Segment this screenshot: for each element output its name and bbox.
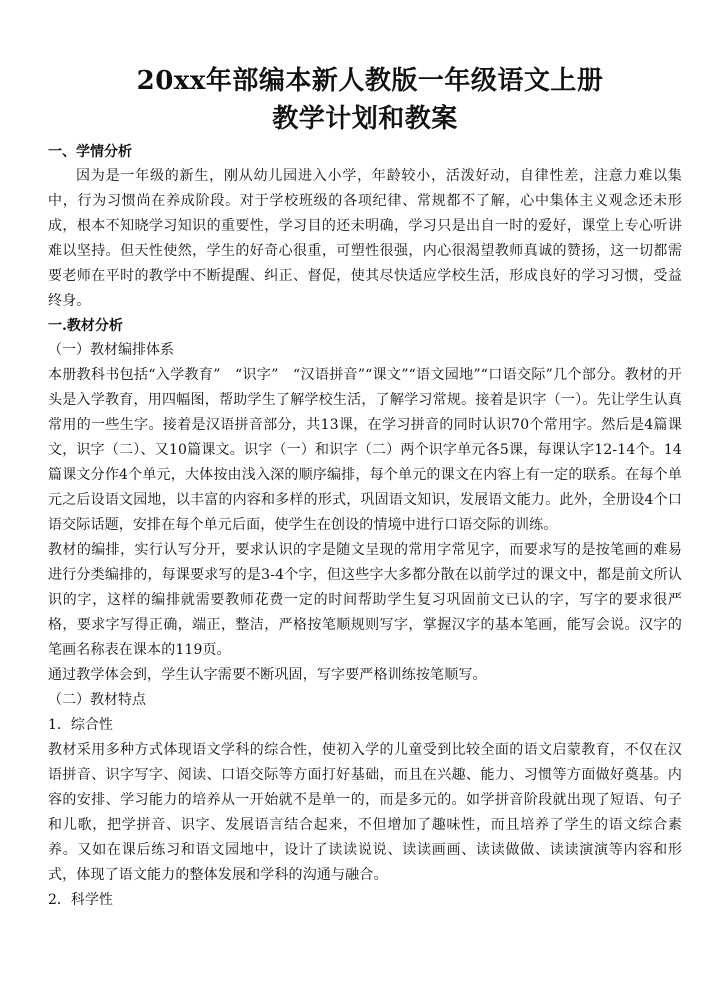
paragraph-learner-analysis: 因为是一年级的新生，刚从幼儿园进入小学，年龄较小，活泼好动，自律性差，注意力难以集中，行为习惯尚在养成阶段。对于学校班级的各项纪律、常规都不了解，心中集体主义观念还未形成，根本不知晓学习知识的重要性，学习目的还未明确，学习只是出自一时的爱好，课堂上专心听讲难以坚持。但天性使然，学生的好奇心很重，可塑性很强，内心很渴望教师真诚的赞扬，这一切都需要老师在平时的教学中不断提醒、纠正、督促，使其尽快适应学校生活，形成良好的学习习惯，受益终身。 (48, 168, 682, 309)
subsection-heading-features: （二）教材特点 (48, 692, 146, 708)
paragraph-arrangement-2: 教材的编排，实行认写分开，要求认识的字是随文呈现的常用字常见字，而要求写的是按笔画的难易进行分类编排的，每课要求写的是3-4个字，但这些字大多都分散在以前学过的课文中，都是前文所认识的字，这样的编排就需要教师花费一定的时间帮助学生复习巩固前文已认的字，写字的要求很严格，要求字写得正确，端正，整洁，严格按笔顺规则写字，掌握汉字的基本笔画，能写会说。汉字的笔画名称表在课本的119页。 (48, 542, 682, 658)
section-heading-learner-analysis: 一、学情分析 (48, 144, 132, 160)
section-heading-textbook-analysis: 一.教材分析 (48, 318, 123, 334)
point-heading-scientific: 2．科学性 (48, 892, 113, 908)
paragraph-comprehensiveness: 教材采用多种方式体现语文学科的综合性，使初入学的儿童受到比较全面的语文启蒙教育，不仅在汉语拼音、识字写字、阅读、口语交际等方面打好基础，而且在兴趣、能力、习惯等方面做好奠基。内容的安排、学习能力的培养从一开始就不是单一的，而是多元的。如学拼音阶段就出现了短语、句子和儿歌，把学拼音、识字、发展语言结合起来，不但增加了趣味性，而且培养了学生的语文综合素养。又如在课后练习和语文园地中，设计了读读说说、读读画画、读读做做、读读演演等内容和形式，体现了语文能力的整体发展和学科的沟通与融合。 (48, 742, 682, 883)
point-heading-comprehensiveness: 1．综合性 (48, 717, 113, 733)
document-title-line2: 教学计划和教案 (272, 104, 458, 134)
document-page (48, 62, 682, 913)
paragraph-arrangement-1: 本册教科书包括“入学教育” “识字” “汉语拼音”“课文”“语文园地”“口语交际”几个部分。教材的开头是入学教育，用四幅图，帮助学生了解学校生活，了解学习常规。接着是识字（一）。先让学生认真常用的一些生字。接着是汉语拼音部分，共13课，在学习拼音的同时认识70个常用字。然后是4篇课文，识字（二）、又10篇课文。识字（一）和识字（二）两个识字单元各5课，每课认字12-14个。14篇课文分作4个单元，大体按由浅入深的顺序编排，每个单元的课文在内容上有一定的联系。在每个单元之后设语文园地，以丰富的内容和多样的形式，巩固语文知识，发展语文能力。此外，全册设4个口语交际话题，安排在每个单元后面，使学生在创设的情境中进行口语交际的训练。 (48, 367, 682, 533)
paragraph-arrangement-3: 通过教学体会到，学生认字需要不断巩固，写字要严格训练按笔顺写。 (48, 667, 487, 683)
document-title-line1: 20xx年部编本新人教版一年级语文上册 (136, 66, 604, 96)
subsection-heading-arrangement: （一）教材编排体系 (48, 342, 174, 358)
